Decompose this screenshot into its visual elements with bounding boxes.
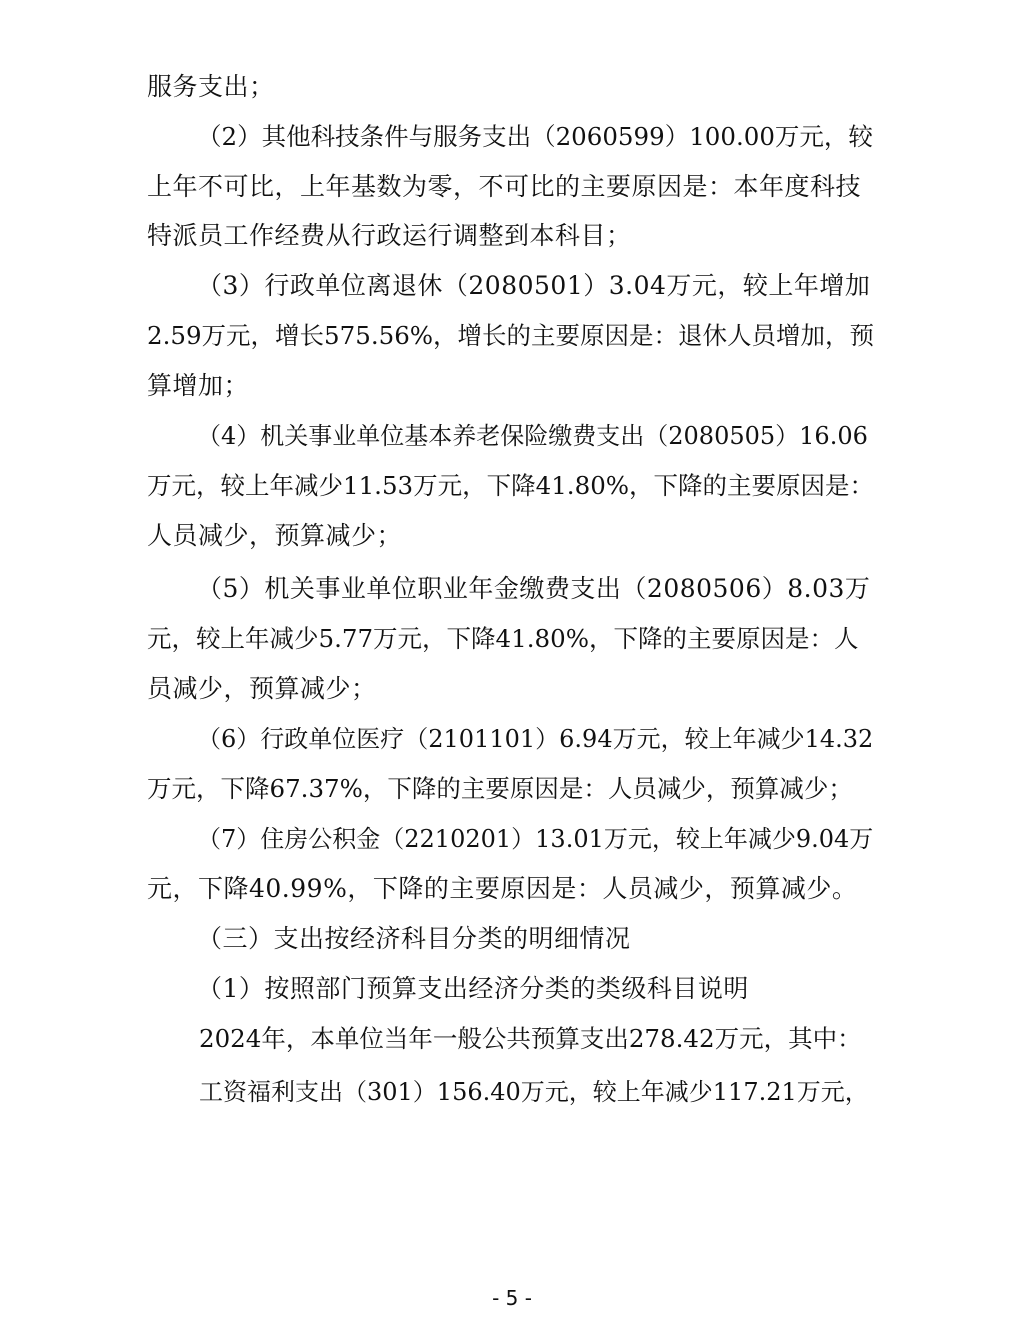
text-line-1: 服务支出； (147, 72, 275, 101)
text-line-12: 元，较上年减少5.77万元，下降41.80%，下降的主要原因是：人 (147, 624, 859, 653)
text-line-14: （6）行政单位医疗（2101101）6.94万元，较上年减少14.32 (197, 725, 874, 753)
text-line-20: 2024年，本单位当年一般公共预算支出278.42万元，其中： (199, 1024, 862, 1053)
text-line-10: 人员减少，预算减少； (147, 521, 403, 550)
text-line-16: （7）住房公积金（2210201）13.01万元，较上年减少9.04万 (197, 825, 874, 853)
text-line-17: 元，下降40.99%，下降的主要原因是：人员减少，预算减少。 (147, 874, 858, 903)
text-line-7: 算增加； (147, 371, 250, 400)
text-line-2: （2）其他科技条件与服务支出（2060599）100.00万元，较 (197, 122, 873, 151)
text-line-11: （5）机关事业单位职业年金缴费支出（2080506）8.03万 (197, 574, 871, 603)
text-line-4: 特派员工作经费从行政运行调整到本科目； (147, 221, 632, 250)
section-heading: （三）支出按经济科目分类的明细情况 (197, 924, 631, 953)
text-line-8: （4）机关事业单位基本养老保险缴费支出（2080505）16.06 (197, 422, 868, 450)
text-line-13: 员减少，预算减少； (147, 674, 377, 703)
subsection-heading: （1）按照部门预算支出经济分类的类级科目说明 (197, 974, 749, 1003)
text-line-3: 上年不可比，上年基数为零，不可比的主要原因是：本年度科技 (147, 172, 862, 201)
text-line-15: 万元，下降67.37%，下降的主要原因是：人员减少，预算减少； (147, 774, 853, 803)
text-line-9: 万元，较上年减少11.53万元，下降41.80%，下降的主要原因是： (147, 471, 875, 500)
page-number: - 5 - (492, 1286, 532, 1310)
text-line-6: 2.59万元，增长575.56%，增长的主要原因是：退休人员增加，预 (147, 321, 875, 350)
text-line-5: （3）行政单位离退休（2080501）3.04万元，较上年增加 (197, 271, 871, 300)
text-line-21: 工资福利支出（301）156.40万元，较上年减少117.21万元， (199, 1078, 869, 1106)
